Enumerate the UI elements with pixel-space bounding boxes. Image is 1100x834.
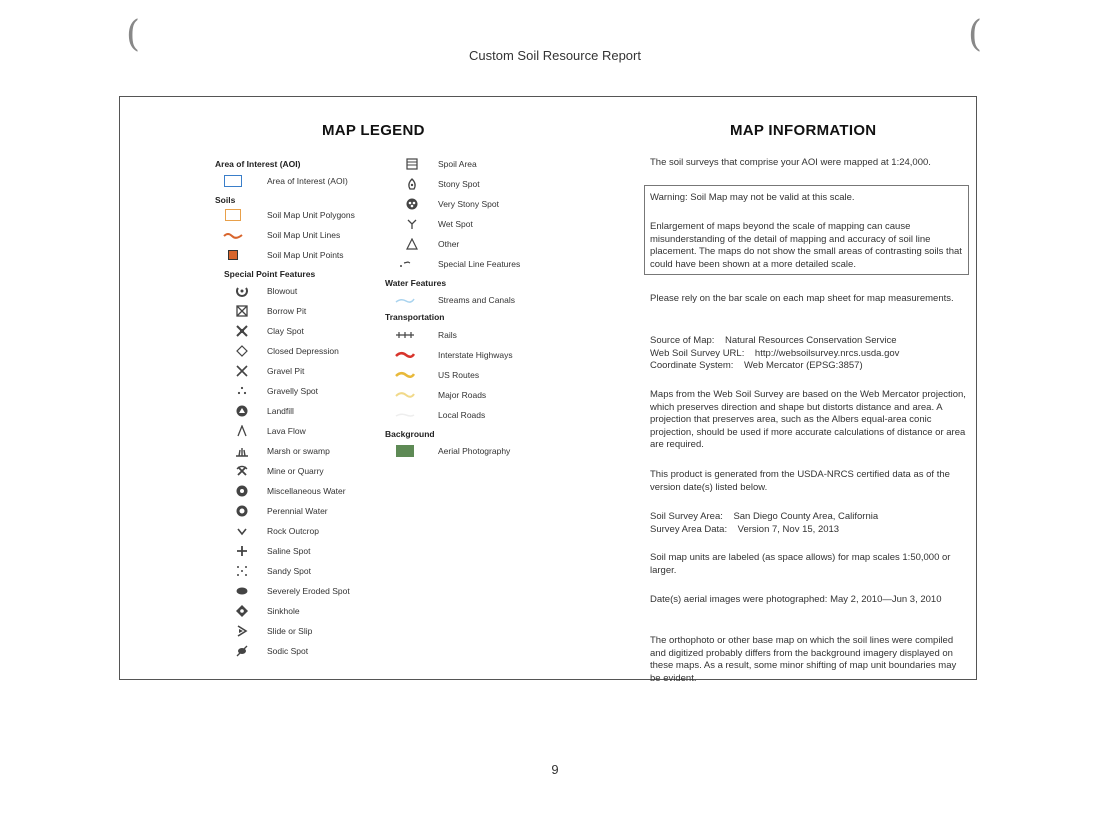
stony-spot-icon bbox=[401, 176, 423, 192]
coord-value: Web Mercator (EPSG:3857) bbox=[744, 360, 863, 371]
background-header: Background bbox=[385, 429, 435, 439]
page-corner-mark-right: ( bbox=[968, 14, 983, 55]
very-stony-spot-label: Very Stony Spot bbox=[438, 199, 499, 209]
soil-point-label: Soil Map Unit Points bbox=[267, 250, 344, 260]
soil-polygon-label: Soil Map Unit Polygons bbox=[267, 210, 355, 220]
legend-title: MAP LEGEND bbox=[322, 122, 425, 139]
streams-label: Streams and Canals bbox=[438, 295, 516, 305]
local-roads-icon bbox=[394, 407, 416, 423]
info-mercator: Maps from the Web Soil Survey are based on the Web Mercator projection, which preserves direction and shape but distorts distance and area. A projection that preserves area, such as the Albers equal-area conic projection, should be used if more accurate calculations of distance or area are required. bbox=[650, 389, 966, 450]
slide-slip-label: Slide or Slip bbox=[267, 626, 313, 636]
rails-label: Rails bbox=[438, 330, 457, 340]
us-routes-icon bbox=[394, 367, 416, 383]
mine-quarry-label: Mine or Quarry bbox=[267, 466, 324, 476]
info-dates: Date(s) aerial images were photographed: May 2, 2010—Jun 3, 2010 bbox=[650, 594, 942, 605]
sandy-spot-label: Sandy Spot bbox=[267, 566, 311, 576]
gravelly-spot-label: Gravelly Spot bbox=[267, 386, 319, 396]
source-label: Source of Map: bbox=[650, 335, 715, 346]
marsh-label: Marsh or swamp bbox=[267, 446, 330, 456]
aerial-photo-icon bbox=[394, 443, 416, 459]
info-survey-block bbox=[650, 511, 968, 536]
url-label: Web Soil Survey URL: bbox=[650, 347, 745, 359]
soils-header: Soils bbox=[215, 195, 236, 205]
blowout-label: Blowout bbox=[267, 286, 298, 296]
landfill-label: Landfill bbox=[267, 406, 294, 416]
local-roads-label: Local Roads bbox=[438, 410, 486, 420]
lava-flow-label: Lava Flow bbox=[267, 426, 306, 436]
wet-spot-label: Wet Spot bbox=[438, 219, 473, 229]
borrow-pit-label: Borrow Pit bbox=[267, 306, 307, 316]
water-header: Water Features bbox=[385, 278, 447, 288]
major-roads-icon bbox=[394, 387, 416, 403]
major-roads-label: Major Roads bbox=[438, 390, 487, 400]
saline-spot-label: Saline Spot bbox=[267, 546, 311, 556]
interstate-icon bbox=[394, 347, 416, 363]
wet-spot-icon bbox=[401, 216, 423, 232]
info-source-block bbox=[650, 335, 968, 373]
very-stony-spot-icon bbox=[401, 196, 423, 212]
special-point-header: Special Point Features bbox=[224, 269, 316, 279]
closed-depression-label: Closed Depression bbox=[267, 346, 339, 356]
legend-column-2 bbox=[120, 97, 550, 681]
info-title: MAP INFORMATION bbox=[730, 122, 877, 139]
special-line-label: Special Line Features bbox=[438, 259, 521, 269]
streams-icon bbox=[394, 292, 416, 308]
coord-label: Coordinate System: bbox=[650, 360, 734, 371]
special-line-icon bbox=[394, 256, 416, 272]
other-label: Other bbox=[438, 239, 460, 249]
sodic-spot-label: Sodic Spot bbox=[267, 646, 309, 656]
page-corner-mark-left: ( bbox=[126, 14, 141, 55]
survey-area-value: San Diego County Area, California bbox=[733, 511, 879, 522]
soil-line-label: Soil Map Unit Lines bbox=[267, 230, 341, 240]
aerial-photo-label: Aerial Photography bbox=[438, 446, 511, 456]
rails-icon bbox=[394, 327, 416, 343]
us-routes-label: US Routes bbox=[438, 370, 480, 380]
source-value: Natural Resources Conservation Service bbox=[724, 335, 897, 346]
info-warning: Warning: Soil Map may not be valid at this scale. bbox=[650, 192, 855, 203]
perennial-water-label: Perennial Water bbox=[267, 506, 328, 516]
page-number: 9 bbox=[551, 762, 559, 777]
eroded-spot-label: Severely Eroded Spot bbox=[267, 586, 350, 596]
info-orthophoto: The orthophoto or other base map on which the soil lines were compiled and digitized probably differs from the background imagery displayed on these maps. As a result, some minor shifting of map unit boundaries may be evident. bbox=[650, 635, 957, 684]
interstate-label: Interstate Highways bbox=[438, 350, 513, 360]
stony-spot-label: Stony Spot bbox=[438, 179, 480, 189]
other-icon bbox=[401, 236, 423, 252]
info-enlargement: Enlargement of maps beyond the scale of mapping can cause misunderstanding of the detail of mapping and accuracy of soil line placement. The maps do not show the small areas of contrasting soils that could have been shown at a more detailed scale. bbox=[650, 221, 962, 270]
survey-data-value: Version 7, Nov 15, 2013 bbox=[737, 523, 840, 535]
map-legend-frame bbox=[119, 96, 977, 684]
spoil-area-icon bbox=[401, 156, 423, 172]
gravel-pit-label: Gravel Pit bbox=[267, 366, 305, 376]
clay-spot-label: Clay Spot bbox=[267, 326, 304, 336]
info-scale-text: The soil surveys that comprise your AOI were mapped at 1:24,000. bbox=[650, 157, 931, 168]
page-header: Custom Soil Resource Report bbox=[469, 48, 641, 63]
rock-outcrop-label: Rock Outcrop bbox=[267, 526, 319, 536]
sinkhole-label: Sinkhole bbox=[267, 606, 300, 616]
survey-data-label: Survey Area Data: bbox=[650, 523, 728, 535]
aoi-label: Area of Interest (AOI) bbox=[267, 176, 348, 186]
url-value: http://websoilsurvey.nrcs.usda.gov bbox=[754, 347, 900, 359]
info-labeled: Soil map units are labeled (as space allows) for map scales 1:50,000 or larger. bbox=[650, 552, 951, 576]
aoi-header: Area of Interest (AOI) bbox=[215, 159, 301, 169]
spoil-area-label: Spoil Area bbox=[438, 159, 477, 169]
survey-area-label: Soil Survey Area: bbox=[650, 511, 723, 522]
info-bar-scale: Please rely on the bar scale on each map sheet for map measurements. bbox=[650, 293, 954, 304]
info-generated: This product is generated from the USDA-NRCS certified data as of the version date(s) listed below. bbox=[650, 469, 950, 493]
misc-water-label: Miscellaneous Water bbox=[267, 486, 346, 496]
transport-header: Transportation bbox=[385, 312, 445, 322]
